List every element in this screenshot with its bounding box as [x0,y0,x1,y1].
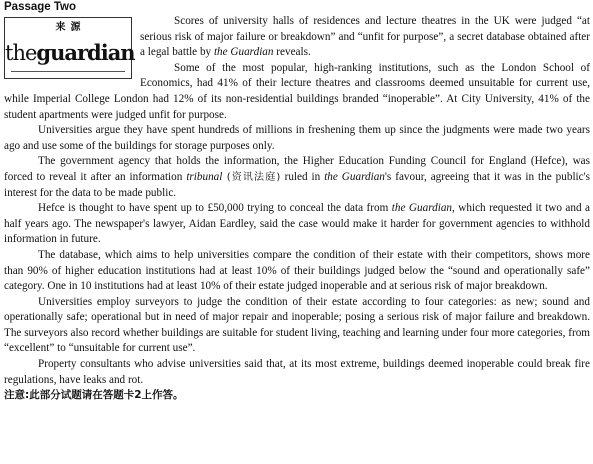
wordmark-brand: guardian [36,40,135,65]
paragraph-7: Universities employ surveyors to judge the condition of their estate according to four categories: as new; sound and operationally safe; operational but in need of major repair and inoperable; posing a serious risk of major failure and breakdown. The surveyors also record whether buildings are suitable for student living, teaching and learning under four more categories, from “excellent” to “unsuitable for current use”. [4,295,590,355]
p4-text-a: The government agency that holds the information, the Higher Education Funding Council for England (Hefce), was forced to reveal it after an information [4,155,590,183]
paragraph-3: Universities argue they have spent hundreds of millions in freshening them up since the judgments were made two years ago and use some of the buildings for storage purposes only. [4,124,590,152]
paragraph-6: The database, which aims to help universities compare the condition of their estate with their competitors, shows more than 90% of higher education institutions had at least 10% of their buildings judged below the “sound and operationally safe” category. One in 10 institutions had at least 10% of their estate judged inoperable and at serious risk of major breakdown. [4,248,590,293]
paragraph-8: Property consultants who advise universities said that, at its most extreme, buildings deemed inoperable could break fire regulations, have leaks and rot. [4,358,590,386]
p4-text-b: ruled in [284,170,325,183]
answer-sheet-note: 注意:此部分试题请在答题卡2上作答。 [4,389,184,402]
wordmark-the: the [5,41,37,65]
p4-text-c: 's favour, agreeing that it was in the public's interest for the data to be made public. [4,170,590,199]
p5-text-b: , which requested it two and a half years ago. The newspaper's lawyer, Aidan Eardley, said the case would make it harder for government agencies to withhold information in future. [4,202,590,246]
logo-underline [11,71,125,72]
p4-cjk-gloss: (资讯法庭) [222,171,285,183]
paragraph-4 [4,154,590,201]
paragraph-5 [4,201,590,248]
guardian-wordmark [5,40,135,66]
p1-text: Scores of university halls of residences and lecture theatres in the UK were judged “at serious risk of major failure or breakdown” and “unfit for purpose”, a secret database obtained after a legal battle by [140,15,590,59]
p5-text-a: Hefce is thought to have spent up to £50,000 trying to conceal the data from [38,202,392,215]
p1-end: reveals. [273,46,311,59]
p5-emphasis: the Guardian [391,202,453,215]
passage-heading: Passage Two [4,1,77,13]
p4-emphasis-guardian: the Guardian [324,170,385,183]
passage-page [4,0,590,403]
p4-emphasis-tribunal: tribunal [186,170,223,183]
paragraph-2: Some of the most popular, high-ranking institutions, such as the London School of Economics, had 41% of their lecture theatres and classrooms deemed unsuitable for current use, while Imperial College London had 12% of its non-residential buildings branded “inoperable”. At City University, 41% of the student apartments were judged unfit for purpose. [4,61,590,121]
guardian-logo [4,17,135,79]
source-tag: 来源 [55,22,86,33]
p1-emphasis: the Guardian [213,46,274,59]
